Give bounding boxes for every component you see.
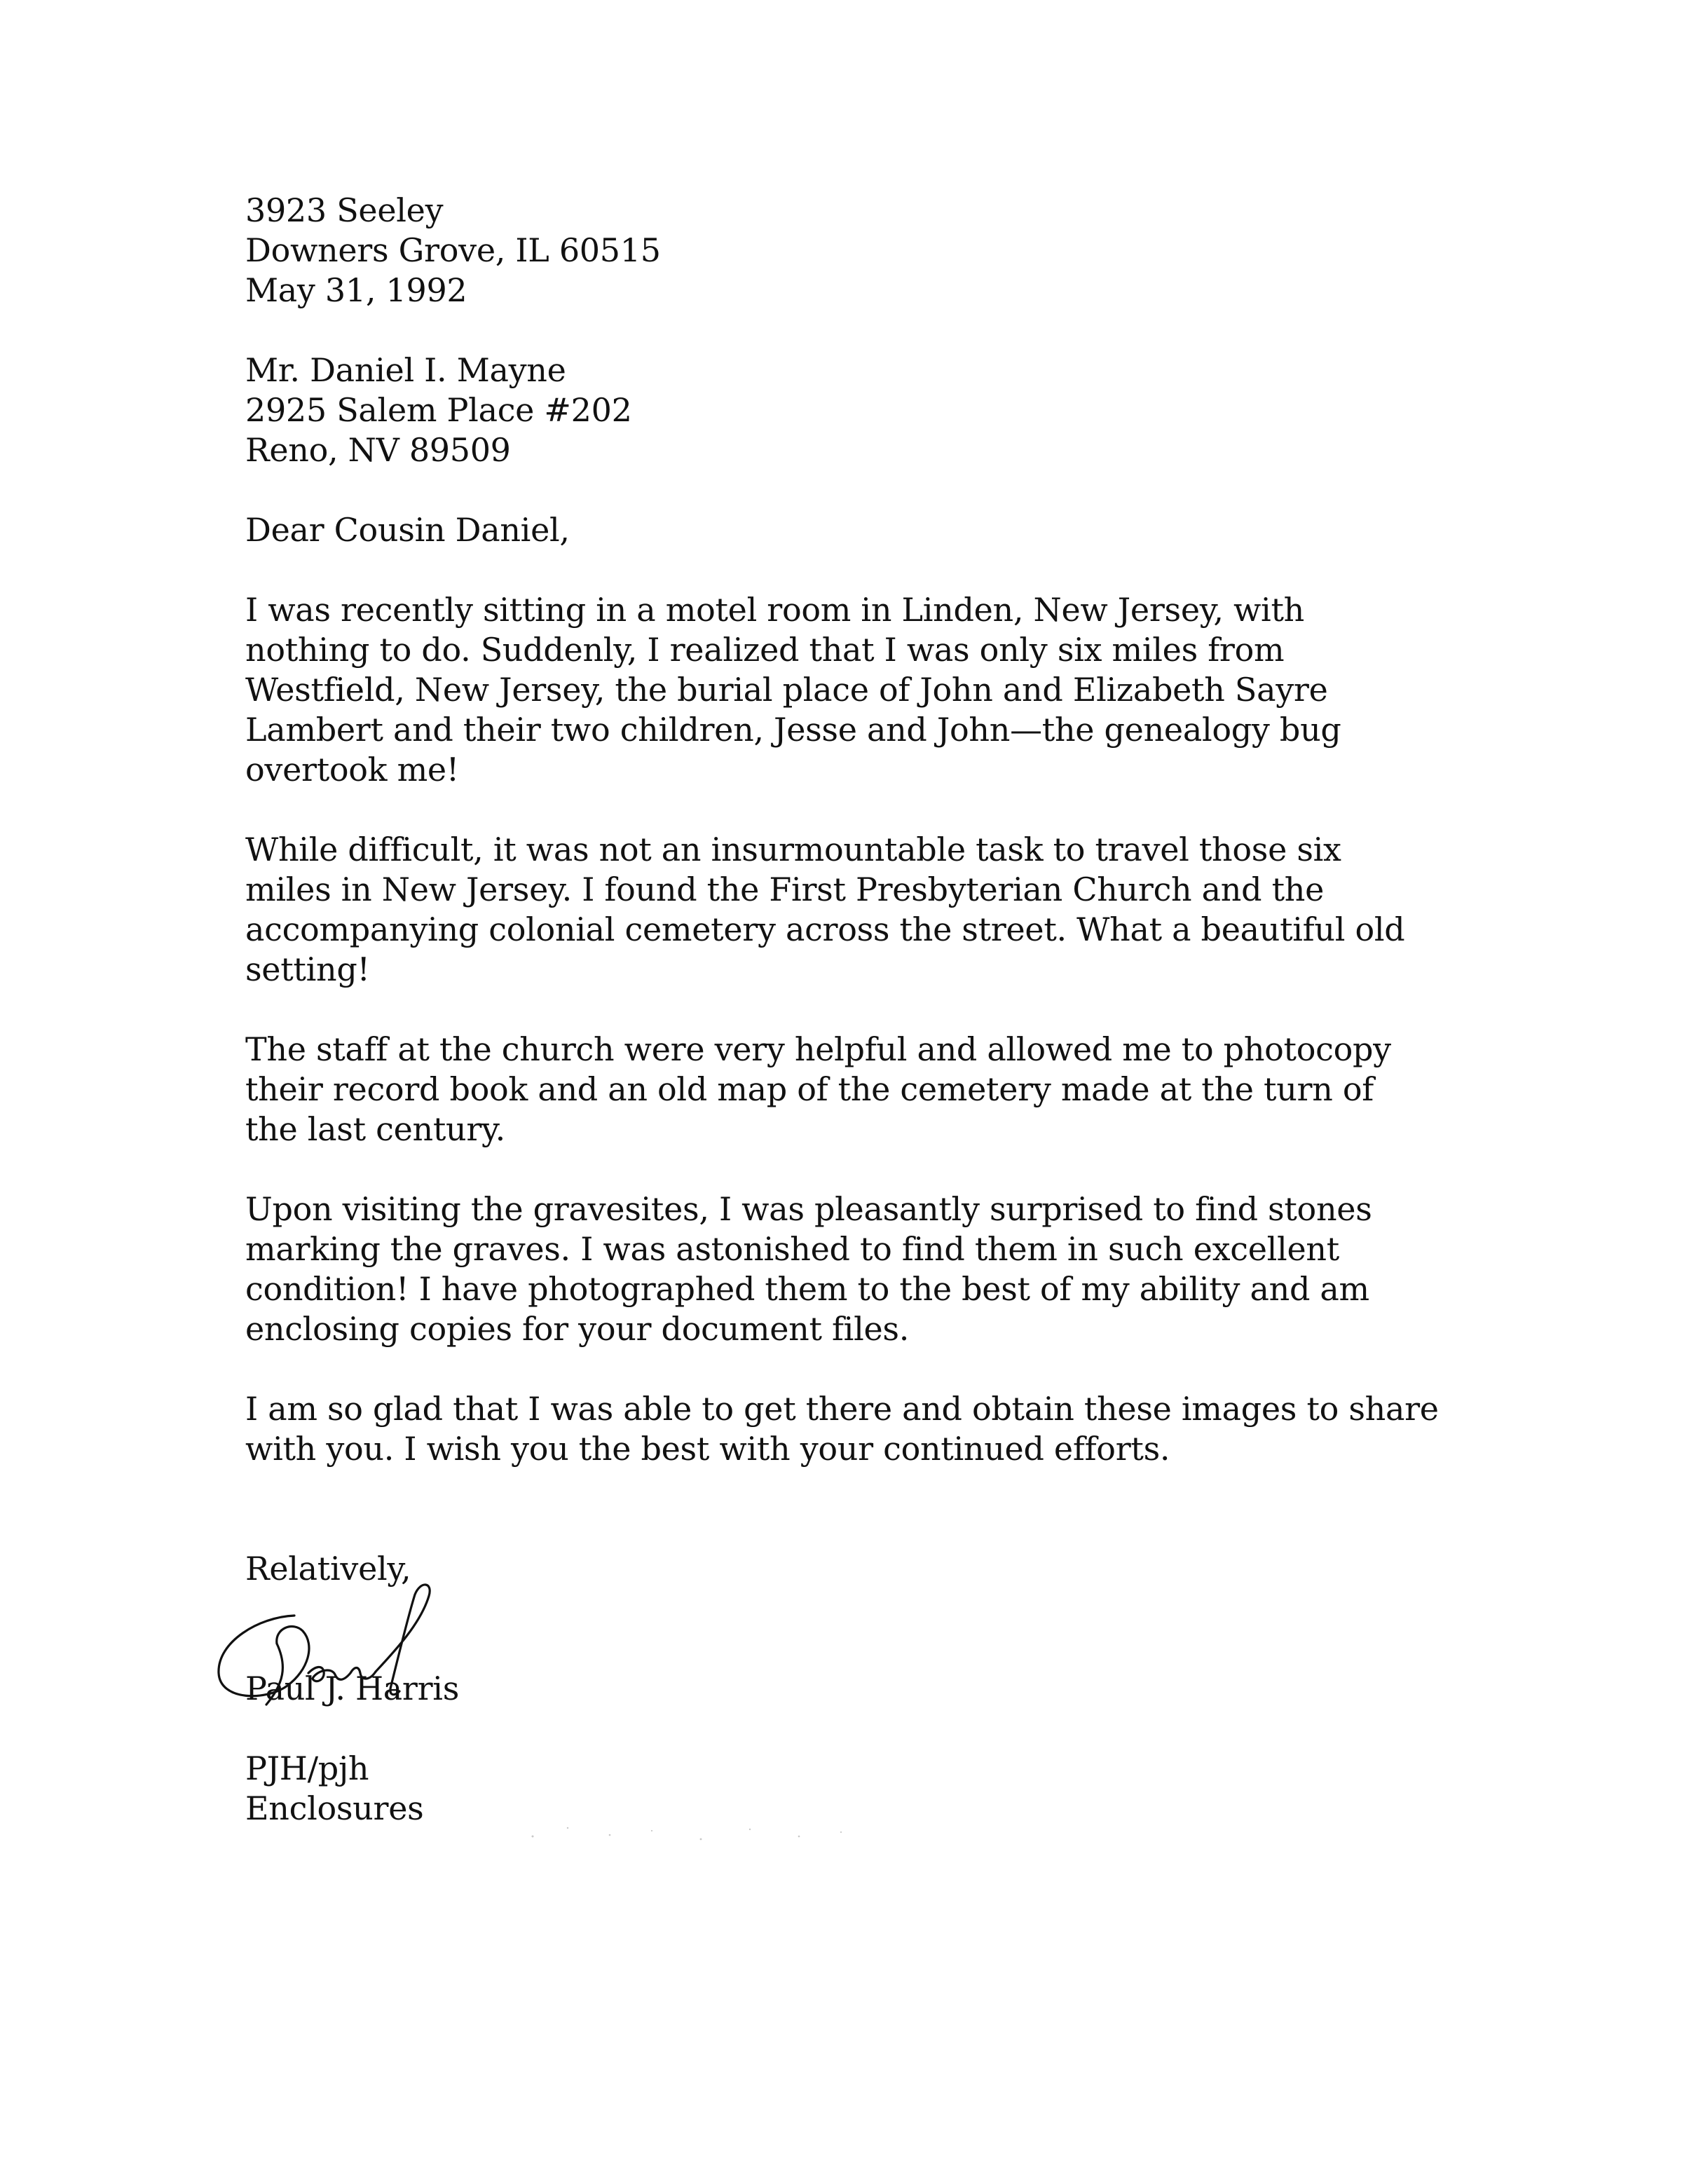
paragraph-line: I was recently sitting in a motel room in Linden, New Jersey, with [245,591,1304,629]
scan-specks [519,1815,869,1857]
closing-block [245,1549,1465,1709]
paragraph-line: setting! [245,950,370,988]
signer-name: Paul J. Harris [245,1670,460,1707]
paragraph-line: While difficult, it was not an insurmountable task to travel those six [245,831,1341,868]
sender-city-line: Downers Grove, IL 60515 [245,231,661,269]
recipient-name: Mr. Daniel I. Mayne [245,351,566,389]
paragraph-2 [245,830,1465,990]
enclosure-notation: Enclosures [245,1789,424,1827]
recipient-address [245,350,1465,470]
paragraph-line: miles in New Jersey. I found the First Presbyterian Church and the [245,871,1325,908]
recipient-street: 2925 Salem Place #202 [245,391,632,429]
paragraph-line: marking the graves. I was astonished to find them in such excellent [245,1230,1339,1268]
recipient-city-line: Reno, NV 89509 [245,431,511,469]
sender-address [245,191,1465,310]
paragraph-5 [245,1389,1465,1469]
paragraph-line: Lambert and their two children, Jesse and John—the genealogy bug [245,711,1341,749]
paragraph-line: overtook me! [245,751,459,789]
paragraph-line: enclosing copies for your document files. [245,1310,910,1348]
paragraph-line: Upon visiting the gravesites, I was pleasantly surprised to find stones [245,1190,1372,1228]
closing-text: Relatively, [245,1550,411,1588]
reference-initials: PJH/pjh [245,1749,369,1787]
handwritten-signature [210,1561,470,1722]
paragraph-line: Westfield, New Jersey, the burial place of John and Elizabeth Sayre [245,671,1328,709]
letter-date: May 31, 1992 [245,271,467,309]
paragraph-1 [245,590,1465,790]
paragraph-line: The staff at the church were very helpful and allowed me to photocopy [245,1030,1391,1068]
sender-street: 3923 Seeley [245,191,444,229]
paragraph-line: with you. I wish you the best with your continued efforts. [245,1430,1170,1468]
paragraph-line: I am so glad that I was able to get there and obtain these images to share [245,1390,1439,1428]
salutation-text: Dear Cousin Daniel, [245,511,570,549]
salutation [245,510,1465,550]
paragraph-line: the last century. [245,1110,505,1148]
paragraph-line: condition! I have photographed them to the best of my ability and am [245,1270,1369,1308]
paragraph-line: accompanying colonial cemetery across the street. What a beautiful old [245,910,1405,948]
paragraph-3 [245,1030,1465,1149]
paragraph-line: their record book and an old map of the cemetery made at the turn of [245,1070,1374,1108]
paragraph-4 [245,1189,1465,1349]
signature-area [245,1589,1465,1669]
letter [245,191,1465,1829]
paragraph-line: nothing to do. Suddenly, I realized that I was only six miles from [245,631,1285,669]
